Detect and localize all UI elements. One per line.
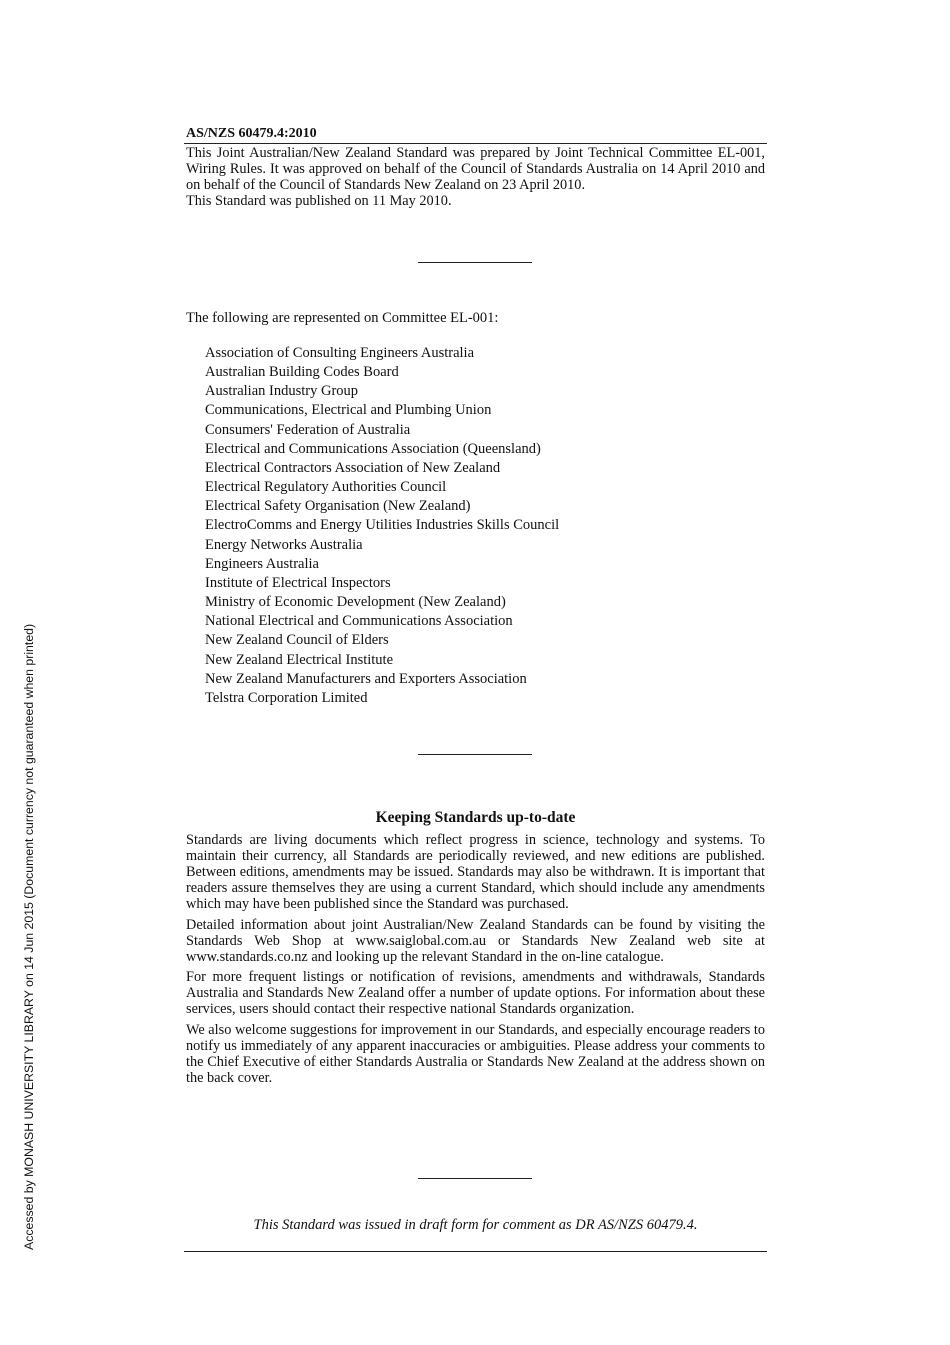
list-item: New Zealand Manufacturers and Exporters Association	[205, 670, 527, 687]
section-divider	[418, 262, 532, 263]
list-item: National Electrical and Communications Association	[205, 613, 513, 630]
publication-date-text: This Standard was published on 11 May 2010.	[186, 193, 452, 209]
section-divider	[418, 754, 532, 755]
body-paragraph: For more frequent listings or notification of revisions, amendments and withdrawals, Standards Australia and Standards New Zealand offer a number of update options. For information about these services, users should contact their respective national Standards organization.	[186, 969, 765, 1017]
list-item: New Zealand Electrical Institute	[205, 651, 394, 668]
body-paragraph: We also welcome suggestions for improvement in our Standards, and especially encourage readers to notify us immediately of any apparent inaccuracies or ambiguities. Please address your comments to the Chief Executive of either Standards Australia or Standards New Zealand at the address shown on the back cover.	[186, 1021, 765, 1086]
list-item: Australian Industry Group	[205, 383, 359, 400]
committee-intro: The following are represented on Committee EL-001:	[186, 310, 499, 326]
keeping-standards-body	[186, 832, 765, 1090]
draft-note: This Standard was issued in draft form for comment as DR AS/NZS 60479.4.	[253, 1217, 698, 1233]
body-paragraph: Standards are living documents which reflect progress in science, technology and systems. To maintain their currency, all Standards are periodically reviewed, and new editions are published. Between editions, amendments may be issued. Standards may also be withdrawn. It is important that readers assure themselves they are using a current Standard, which should include any amendments which may have been published since the Standard was purchased.	[186, 832, 765, 912]
preparation-paragraph: This Joint Australian/New Zealand Standard was prepared by Joint Technical Committee EL-001, Wiring Rules. It was approved on behalf of the Council of Standards Australia on 14 April 2010 and on behalf of the Council of Standards New Zealand on 23 April 2010.	[186, 145, 765, 193]
section-heading: Keeping Standards up-to-date	[375, 809, 576, 826]
list-item: Energy Networks Australia	[205, 536, 363, 553]
list-item: Electrical and Communications Association (Queensland)	[205, 440, 541, 457]
list-item: New Zealand Council of Elders	[205, 632, 389, 649]
preparation-block	[186, 145, 765, 209]
list-item: Australian Building Codes Board	[205, 364, 399, 381]
list-item: Association of Consulting Engineers Australia	[205, 345, 475, 361]
standard-identifier: AS/NZS 60479.4:2010	[186, 126, 317, 141]
list-item: Consumers' Federation of Australia	[205, 421, 411, 438]
access-watermark: Accessed by MONASH UNIVERSITY LIBRARY on 14 Jun 2015 (Document currency not guaranteed when printed)	[22, 623, 36, 1250]
list-item: ElectroComms and Energy Utilities Industries Skills Council	[205, 517, 560, 534]
list-item: Electrical Regulatory Authorities Council	[205, 479, 447, 496]
list-item: Communications, Electrical and Plumbing Union	[205, 402, 492, 419]
committee-organization-list	[205, 344, 559, 708]
list-item: Engineers Australia	[205, 555, 319, 572]
list-item: Telstra Corporation Limited	[205, 689, 368, 706]
list-item: Electrical Safety Organisation (New Zealand)	[205, 498, 471, 515]
bottom-rule	[184, 1251, 767, 1252]
list-item: Ministry of Economic Development (New Zealand)	[205, 594, 506, 611]
list-item: Institute of Electrical Inspectors	[205, 574, 391, 591]
section-divider	[418, 1178, 532, 1179]
body-paragraph: Detailed information about joint Australian/New Zealand Standards can be found by visiting the Standards Web Shop at www.saiglobal.com.au or Standards New Zealand web site at www.standards.co.nz and looking up the relevant Standard in the on-line catalogue.	[186, 916, 765, 965]
top-rule	[184, 143, 767, 144]
list-item: Electrical Contractors Association of New Zealand	[205, 459, 501, 476]
